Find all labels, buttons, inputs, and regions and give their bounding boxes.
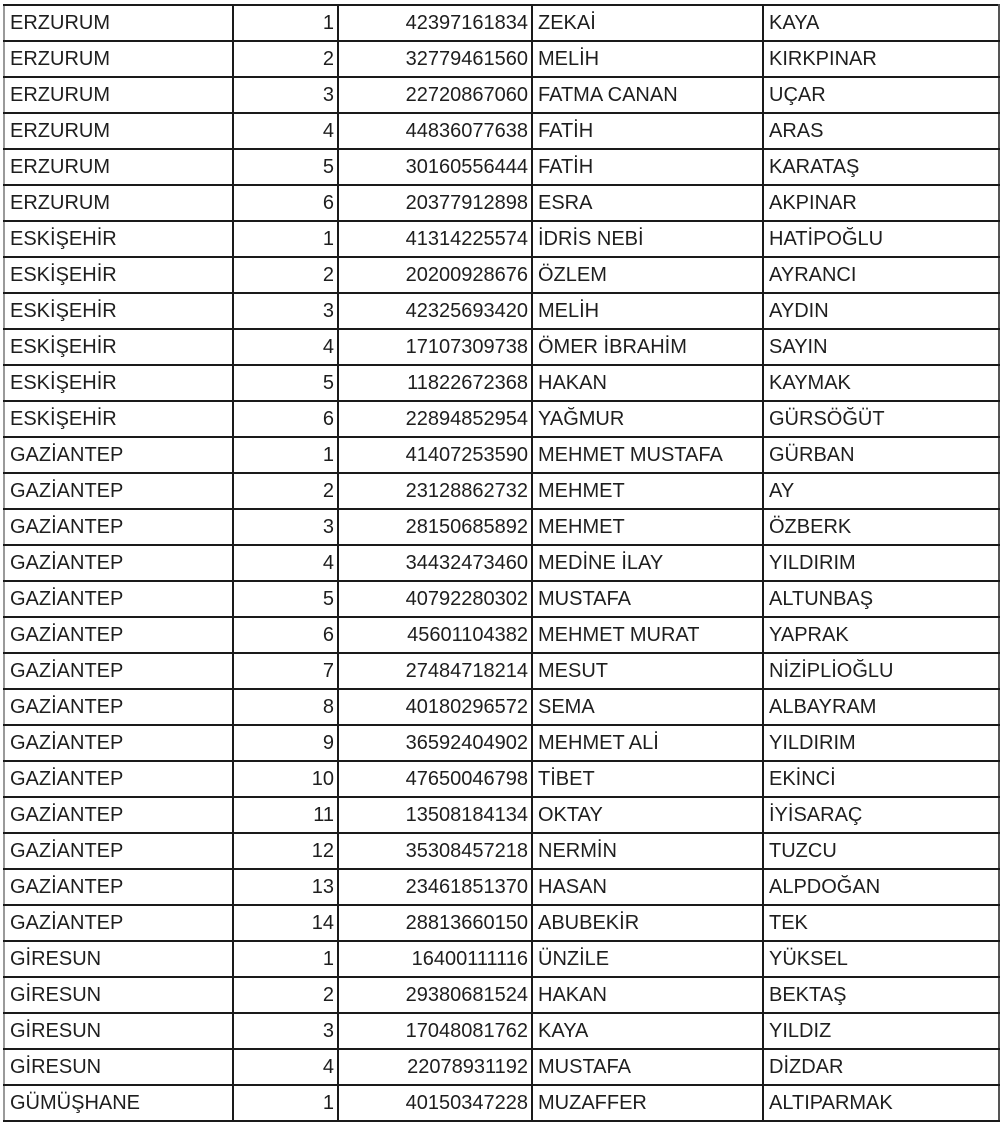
table-row: [4, 329, 999, 365]
table-row: [4, 581, 999, 617]
cell-rank[interactable]: 1: [233, 1085, 338, 1121]
cell-last-name[interactable]: BEKTAŞ: [763, 977, 999, 1013]
cell-first-name[interactable]: SEMA: [532, 689, 763, 725]
cell-id-number[interactable]: 22720867060: [338, 77, 532, 113]
cell-first-name[interactable]: FATİH: [532, 113, 763, 149]
cell-province[interactable]: GAZİANTEP: [4, 869, 233, 905]
cell-id-number[interactable]: 27484718214: [338, 653, 532, 689]
cell-first-name[interactable]: HASAN: [532, 869, 763, 905]
cell-last-name[interactable]: TUZCU: [763, 833, 999, 869]
table-row: [4, 401, 999, 437]
cell-first-name[interactable]: ABUBEKİR: [532, 905, 763, 941]
cell-province[interactable]: GAZİANTEP: [4, 617, 233, 653]
cell-province[interactable]: GAZİANTEP: [4, 761, 233, 797]
table-row: [4, 833, 999, 869]
table-row: [4, 689, 999, 725]
cell-rank[interactable]: 3: [233, 293, 338, 329]
cell-last-name[interactable]: ALTIPARMAK: [763, 1085, 999, 1121]
table-row: [4, 725, 999, 761]
cell-first-name[interactable]: OKTAY: [532, 797, 763, 833]
cell-rank[interactable]: 4: [233, 1049, 338, 1085]
cell-rank[interactable]: 4: [233, 329, 338, 365]
cell-first-name[interactable]: MEDİNE İLAY: [532, 545, 763, 581]
cell-last-name[interactable]: YILDIZ: [763, 1013, 999, 1049]
table-row: [4, 977, 999, 1013]
cell-first-name[interactable]: MEHMET MURAT: [532, 617, 763, 653]
cell-province[interactable]: GAZİANTEP: [4, 473, 233, 509]
cell-province[interactable]: GİRESUN: [4, 977, 233, 1013]
cell-rank[interactable]: 1: [233, 437, 338, 473]
cell-province[interactable]: GAZİANTEP: [4, 509, 233, 545]
cell-province[interactable]: ERZURUM: [4, 41, 233, 77]
cell-province[interactable]: ERZURUM: [4, 5, 233, 41]
cell-last-name[interactable]: YILDIRIM: [763, 725, 999, 761]
cell-id-number[interactable]: 28150685892: [338, 509, 532, 545]
table-row: [4, 617, 999, 653]
cell-rank[interactable]: 4: [233, 545, 338, 581]
cell-province[interactable]: ERZURUM: [4, 149, 233, 185]
cell-rank[interactable]: 14: [233, 905, 338, 941]
cell-id-number[interactable]: 23128862732: [338, 473, 532, 509]
cell-first-name[interactable]: ÖZLEM: [532, 257, 763, 293]
cell-id-number[interactable]: 20377912898: [338, 185, 532, 221]
table-row: [4, 149, 999, 185]
cell-id-number[interactable]: 13508184134: [338, 797, 532, 833]
cell-rank[interactable]: 9: [233, 725, 338, 761]
cell-rank[interactable]: 3: [233, 1013, 338, 1049]
cell-rank[interactable]: 3: [233, 509, 338, 545]
table-row: [4, 365, 999, 401]
cell-id-number[interactable]: 41314225574: [338, 221, 532, 257]
cell-id-number[interactable]: 22894852954: [338, 401, 532, 437]
cell-last-name[interactable]: GÜRBAN: [763, 437, 999, 473]
cell-rank[interactable]: 4: [233, 113, 338, 149]
cell-province[interactable]: GAZİANTEP: [4, 689, 233, 725]
table-row: [4, 41, 999, 77]
cell-id-number[interactable]: 17107309738: [338, 329, 532, 365]
cell-last-name[interactable]: AY: [763, 473, 999, 509]
cell-province[interactable]: ERZURUM: [4, 77, 233, 113]
cell-last-name[interactable]: AYDIN: [763, 293, 999, 329]
cell-id-number[interactable]: 41407253590: [338, 437, 532, 473]
cell-province[interactable]: GAZİANTEP: [4, 545, 233, 581]
cell-province[interactable]: ESKİŞEHİR: [4, 329, 233, 365]
table-row: [4, 545, 999, 581]
table-row: [4, 1049, 999, 1085]
cell-rank[interactable]: 1: [233, 941, 338, 977]
cell-last-name[interactable]: ALBAYRAM: [763, 689, 999, 725]
cell-province[interactable]: ERZURUM: [4, 113, 233, 149]
cell-last-name[interactable]: ALTUNBAŞ: [763, 581, 999, 617]
cell-id-number[interactable]: 16400111116: [338, 941, 532, 977]
cell-province[interactable]: ESKİŞEHİR: [4, 401, 233, 437]
cell-id-number[interactable]: 32779461560: [338, 41, 532, 77]
cell-province[interactable]: GAZİANTEP: [4, 653, 233, 689]
cell-province[interactable]: ESKİŞEHİR: [4, 221, 233, 257]
cell-province[interactable]: ESKİŞEHİR: [4, 293, 233, 329]
cell-rank[interactable]: 2: [233, 473, 338, 509]
cell-last-name[interactable]: KAYMAK: [763, 365, 999, 401]
cell-last-name[interactable]: YILDIRIM: [763, 545, 999, 581]
cell-first-name[interactable]: TİBET: [532, 761, 763, 797]
cell-last-name[interactable]: SAYIN: [763, 329, 999, 365]
cell-id-number[interactable]: 11822672368: [338, 365, 532, 401]
cell-last-name[interactable]: İYİSARAÇ: [763, 797, 999, 833]
cell-province[interactable]: GAZİANTEP: [4, 581, 233, 617]
cell-last-name[interactable]: ARAS: [763, 113, 999, 149]
cell-first-name[interactable]: ÖMER İBRAHİM: [532, 329, 763, 365]
cell-first-name[interactable]: YAĞMUR: [532, 401, 763, 437]
cell-first-name[interactable]: ÜNZİLE: [532, 941, 763, 977]
cell-id-number[interactable]: 35308457218: [338, 833, 532, 869]
table-row: [4, 1013, 999, 1049]
table-row: [4, 509, 999, 545]
cell-id-number[interactable]: 22078931192: [338, 1049, 532, 1085]
cell-last-name[interactable]: AKPINAR: [763, 185, 999, 221]
spreadsheet-grid: [3, 4, 1000, 1122]
table-row: [4, 653, 999, 689]
cell-first-name[interactable]: HAKAN: [532, 977, 763, 1013]
cell-last-name[interactable]: DİZDAR: [763, 1049, 999, 1085]
cell-rank[interactable]: 5: [233, 149, 338, 185]
cell-first-name[interactable]: HAKAN: [532, 365, 763, 401]
cell-last-name[interactable]: ALPDOĞAN: [763, 869, 999, 905]
table-row: [4, 941, 999, 977]
cell-rank[interactable]: 2: [233, 977, 338, 1013]
table-row: [4, 185, 999, 221]
cell-province[interactable]: GAZİANTEP: [4, 833, 233, 869]
cell-province[interactable]: ESKİŞEHİR: [4, 365, 233, 401]
table-row: [4, 77, 999, 113]
cell-id-number[interactable]: 28813660150: [338, 905, 532, 941]
cell-first-name[interactable]: ZEKAİ: [532, 5, 763, 41]
cell-rank[interactable]: 5: [233, 581, 338, 617]
cell-id-number[interactable]: 42397161834: [338, 5, 532, 41]
cell-rank[interactable]: 6: [233, 185, 338, 221]
cell-first-name[interactable]: ESRA: [532, 185, 763, 221]
cell-rank[interactable]: 5: [233, 365, 338, 401]
cell-first-name[interactable]: FATİH: [532, 149, 763, 185]
cell-first-name[interactable]: MEHMET: [532, 509, 763, 545]
cell-id-number[interactable]: 23461851370: [338, 869, 532, 905]
cell-first-name[interactable]: İDRİS NEBİ: [532, 221, 763, 257]
cell-rank[interactable]: 10: [233, 761, 338, 797]
cell-last-name[interactable]: TEK: [763, 905, 999, 941]
table-row: [4, 257, 999, 293]
cell-province[interactable]: GİRESUN: [4, 1013, 233, 1049]
cell-rank[interactable]: 13: [233, 869, 338, 905]
table-row: [4, 797, 999, 833]
cell-province[interactable]: GÜMÜŞHANE: [4, 1085, 233, 1121]
cell-id-number[interactable]: 45601104382: [338, 617, 532, 653]
cell-id-number[interactable]: 42325693420: [338, 293, 532, 329]
cell-last-name[interactable]: KAYA: [763, 5, 999, 41]
cell-id-number[interactable]: 34432473460: [338, 545, 532, 581]
cell-last-name[interactable]: NİZİPLİOĞLU: [763, 653, 999, 689]
cell-rank[interactable]: 3: [233, 77, 338, 113]
cell-last-name[interactable]: KIRKPINAR: [763, 41, 999, 77]
cell-first-name[interactable]: MEHMET MUSTAFA: [532, 437, 763, 473]
cell-first-name[interactable]: MEHMET: [532, 473, 763, 509]
cell-id-number[interactable]: 44836077638: [338, 113, 532, 149]
table-row: [4, 221, 999, 257]
cell-province[interactable]: GİRESUN: [4, 941, 233, 977]
cell-first-name[interactable]: MELİH: [532, 293, 763, 329]
cell-last-name[interactable]: AYRANCI: [763, 257, 999, 293]
cell-rank[interactable]: 8: [233, 689, 338, 725]
cell-last-name[interactable]: YAPRAK: [763, 617, 999, 653]
cell-last-name[interactable]: EKİNCİ: [763, 761, 999, 797]
cell-id-number[interactable]: 17048081762: [338, 1013, 532, 1049]
cell-last-name[interactable]: HATİPOĞLU: [763, 221, 999, 257]
cell-id-number[interactable]: 47650046798: [338, 761, 532, 797]
table-row: [4, 761, 999, 797]
cell-id-number[interactable]: 40792280302: [338, 581, 532, 617]
spreadsheet-body: [4, 5, 999, 1121]
cell-last-name[interactable]: UÇAR: [763, 77, 999, 113]
table-row: [4, 1085, 999, 1121]
cell-province[interactable]: GİRESUN: [4, 1049, 233, 1085]
cell-province[interactable]: GAZİANTEP: [4, 905, 233, 941]
cell-province[interactable]: ESKİŞEHİR: [4, 257, 233, 293]
table-row: [4, 437, 999, 473]
cell-last-name[interactable]: ÖZBERK: [763, 509, 999, 545]
table-row: [4, 869, 999, 905]
cell-first-name[interactable]: MUSTAFA: [532, 1049, 763, 1085]
cell-first-name[interactable]: MESUT: [532, 653, 763, 689]
table-row: [4, 473, 999, 509]
cell-first-name[interactable]: MELİH: [532, 41, 763, 77]
cell-first-name[interactable]: MUSTAFA: [532, 581, 763, 617]
cell-rank[interactable]: 11: [233, 797, 338, 833]
cell-last-name[interactable]: KARATAŞ: [763, 149, 999, 185]
cell-rank[interactable]: 6: [233, 401, 338, 437]
cell-id-number[interactable]: 40150347228: [338, 1085, 532, 1121]
cell-id-number[interactable]: 30160556444: [338, 149, 532, 185]
cell-last-name[interactable]: GÜRSÖĞÜT: [763, 401, 999, 437]
cell-id-number[interactable]: 36592404902: [338, 725, 532, 761]
cell-rank[interactable]: 7: [233, 653, 338, 689]
cell-first-name[interactable]: NERMİN: [532, 833, 763, 869]
cell-province[interactable]: ERZURUM: [4, 185, 233, 221]
table-row: [4, 5, 999, 41]
cell-first-name[interactable]: FATMA CANAN: [532, 77, 763, 113]
cell-rank[interactable]: 1: [233, 5, 338, 41]
cell-id-number[interactable]: 29380681524: [338, 977, 532, 1013]
table-row: [4, 905, 999, 941]
cell-rank[interactable]: 2: [233, 41, 338, 77]
cell-rank[interactable]: 12: [233, 833, 338, 869]
cell-id-number[interactable]: 40180296572: [338, 689, 532, 725]
cell-rank[interactable]: 2: [233, 257, 338, 293]
cell-province[interactable]: GAZİANTEP: [4, 797, 233, 833]
cell-province[interactable]: GAZİANTEP: [4, 437, 233, 473]
table-row: [4, 113, 999, 149]
cell-id-number[interactable]: 20200928676: [338, 257, 532, 293]
cell-first-name[interactable]: MEHMET ALİ: [532, 725, 763, 761]
cell-province[interactable]: GAZİANTEP: [4, 725, 233, 761]
cell-last-name[interactable]: YÜKSEL: [763, 941, 999, 977]
cell-first-name[interactable]: KAYA: [532, 1013, 763, 1049]
table-row: [4, 293, 999, 329]
cell-first-name[interactable]: MUZAFFER: [532, 1085, 763, 1121]
cell-rank[interactable]: 1: [233, 221, 338, 257]
cell-rank[interactable]: 6: [233, 617, 338, 653]
